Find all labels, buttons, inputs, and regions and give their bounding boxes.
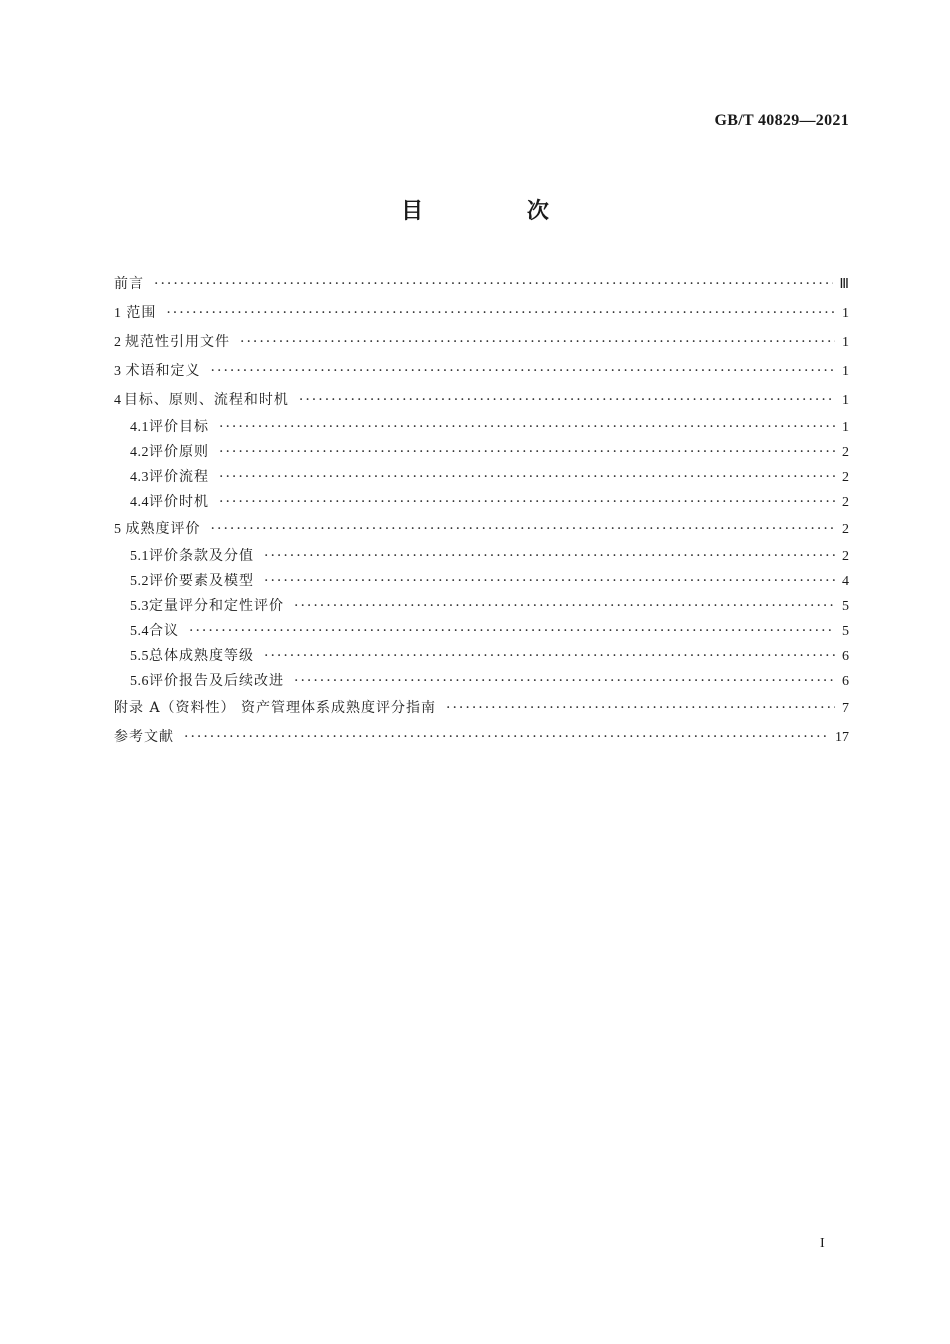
toc-entry-page: 4	[842, 574, 849, 589]
toc-entry-label: 评价目标	[149, 419, 209, 435]
leader-dots	[240, 328, 835, 357]
toc-entry-label: 评价条款及分值	[149, 548, 254, 564]
toc-entry-label: 评价要素及模型	[149, 573, 254, 589]
toc-entry-label: 合议	[149, 623, 179, 639]
toc-entry-label: 目标、原则、流程和时机	[123, 392, 289, 408]
toc-entry-4-4[interactable]	[114, 490, 849, 515]
toc-entry-page: 1	[842, 335, 849, 350]
toc-entry-4[interactable]	[114, 386, 849, 415]
toc-entry-page: 2	[842, 549, 849, 564]
toc-entry-label: 附录 A（资料性） 资产管理体系成熟度评分指南	[114, 700, 437, 716]
toc-entry-label: 评价报告及后续改进	[149, 673, 284, 689]
toc-entry-label: 总体成熟度等级	[149, 648, 254, 664]
toc-entry-2[interactable]	[114, 328, 849, 357]
table-of-contents	[114, 270, 849, 752]
toc-entry-annex-a[interactable]	[114, 694, 849, 723]
toc-entry-number: 5.6	[130, 674, 149, 689]
leader-dots	[294, 594, 835, 619]
toc-entry-label: 规范性引用文件	[125, 334, 230, 350]
toc-entry-page: 7	[842, 701, 849, 716]
document-number: GB/T 40829—2021	[714, 112, 849, 129]
toc-entry-page: 2	[842, 495, 849, 510]
toc-entry-label: 成熟度评价	[125, 521, 201, 537]
toc-entry-page: 2	[842, 445, 849, 460]
toc-entry-5[interactable]	[114, 515, 849, 544]
toc-entry-5-5[interactable]	[114, 644, 849, 669]
toc-entry-bibliography[interactable]	[114, 723, 849, 752]
toc-entry-number: 5.4	[130, 624, 149, 639]
toc-entry-number: 5.2	[130, 574, 149, 589]
toc-entry-label: 前言	[114, 276, 144, 292]
toc-entry-number: 5.1	[130, 549, 149, 564]
toc-entry-label: 评价时机	[149, 494, 209, 510]
leader-dots	[219, 415, 835, 440]
toc-entry-page: 1	[842, 420, 849, 435]
leader-dots	[294, 669, 835, 694]
toc-entry-label: 参考文献	[114, 729, 174, 745]
leader-dots	[219, 440, 835, 465]
toc-entry-1[interactable]	[114, 299, 849, 328]
toc-entry-label: 术语和定义	[125, 363, 201, 379]
toc-entry-number: 5	[114, 522, 121, 537]
leader-dots	[264, 644, 835, 669]
leader-dots	[189, 619, 835, 644]
leader-dots	[299, 386, 835, 415]
toc-entry-number: 4.4	[130, 495, 149, 510]
toc-entry-page: 6	[842, 674, 849, 689]
toc-entry-page: 1	[842, 393, 849, 408]
toc-entry-4-2[interactable]	[114, 440, 849, 465]
leader-dots	[154, 270, 833, 299]
toc-entry-number: 4.3	[130, 470, 149, 485]
leader-dots	[211, 515, 835, 544]
toc-entry-page: 6	[842, 649, 849, 664]
toc-entry-5-6[interactable]	[114, 669, 849, 694]
toc-entry-4-1[interactable]	[114, 415, 849, 440]
toc-entry-page: Ⅲ	[839, 277, 849, 292]
leader-dots	[219, 465, 835, 490]
page-number: I	[820, 1236, 825, 1251]
toc-entry-label: 评价流程	[149, 469, 209, 485]
toc-entry-4-3[interactable]	[114, 465, 849, 490]
toc-entry-5-3[interactable]	[114, 594, 849, 619]
leader-dots	[264, 569, 835, 594]
toc-entry-number: 5.3	[130, 599, 149, 614]
leader-dots	[184, 723, 829, 752]
toc-entry-page: 17	[835, 730, 849, 745]
toc-entry-page: 5	[842, 599, 849, 614]
toc-entry-page: 5	[842, 624, 849, 639]
toc-entry-label: 定量评分和定性评价	[149, 598, 284, 614]
leader-dots	[166, 299, 835, 328]
toc-entry-number: 3	[114, 364, 121, 379]
page-title: 目 次	[401, 199, 597, 224]
toc-entry-number: 4.1	[130, 420, 149, 435]
toc-entry-5-1[interactable]	[114, 544, 849, 569]
toc-entry-page: 2	[842, 522, 849, 537]
toc-entry-page: 1	[842, 364, 849, 379]
toc-entry-label: 评价原则	[149, 444, 209, 460]
toc-entry-foreword[interactable]	[114, 270, 849, 299]
toc-entry-number: 5.5	[130, 649, 149, 664]
toc-entry-number: 4.2	[130, 445, 149, 460]
toc-entry-label: 范围	[126, 305, 157, 321]
toc-entry-5-2[interactable]	[114, 569, 849, 594]
toc-entry-number: 4	[114, 393, 121, 408]
leader-dots	[446, 694, 835, 723]
toc-entry-3[interactable]	[114, 357, 849, 386]
leader-dots	[219, 490, 835, 515]
toc-entry-number: 2	[114, 335, 121, 350]
toc-entry-page: 1	[842, 306, 849, 321]
leader-dots	[211, 357, 835, 386]
toc-entry-5-4[interactable]	[114, 619, 849, 644]
leader-dots	[264, 544, 835, 569]
toc-entry-number: 1	[114, 306, 121, 321]
toc-entry-page: 2	[842, 470, 849, 485]
